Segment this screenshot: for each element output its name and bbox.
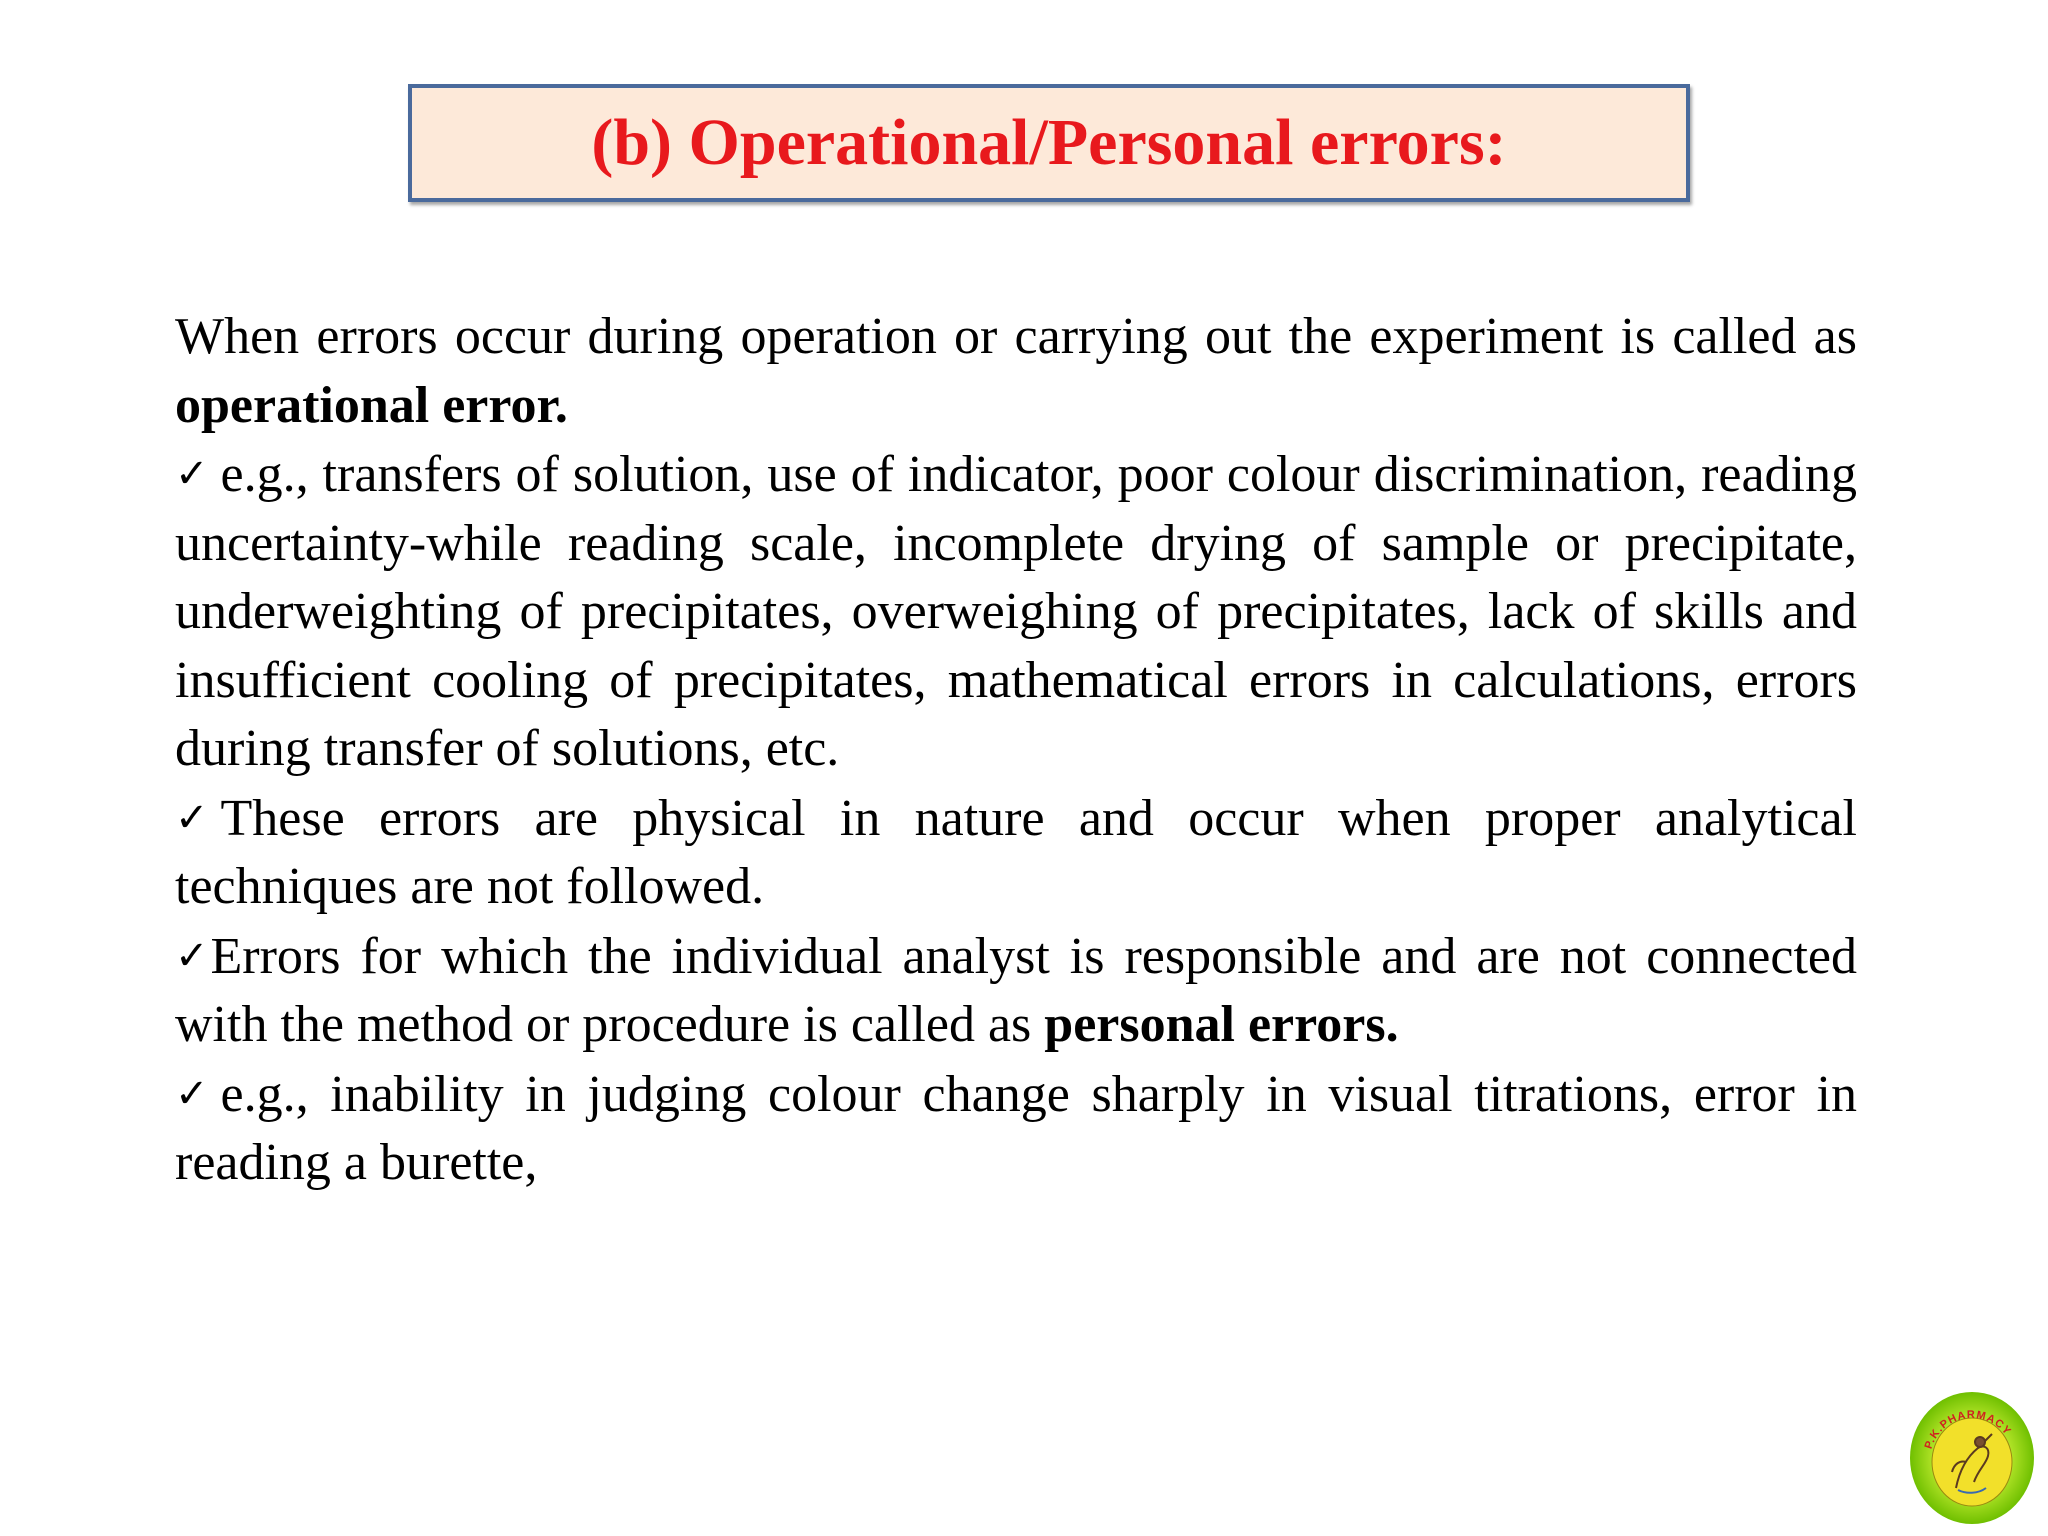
paragraph-examples-operational	[175, 440, 1857, 784]
slide-content	[175, 303, 1857, 1198]
checkmark-icon: ✓	[175, 794, 209, 841]
checkmark-icon: ✓	[175, 1070, 209, 1117]
checkmark-icon: ✓	[175, 932, 209, 979]
logo-text: P.K.PHARMACY	[1922, 1408, 2014, 1451]
paragraph-examples-personal	[175, 1060, 1857, 1198]
pharmacy-logo-icon	[1908, 1390, 2036, 1526]
slide-title: (b) Operational/Personal errors:	[591, 106, 1507, 179]
paragraph-text: Errors for which the individual analyst is responsible and are not connected with the method or procedure is called as	[175, 927, 1857, 1053]
paragraph-bold-term: personal errors.	[1044, 996, 1399, 1053]
checkmark-icon: ✓	[175, 451, 209, 497]
paragraph-definition-personal	[175, 922, 1857, 1060]
paragraph-text: e.g., inability in judging colour change sharply in visual titrations, error in reading a burette,	[175, 1065, 1857, 1191]
title-box	[408, 84, 1690, 202]
paragraph-definition-operational	[175, 303, 1857, 440]
paragraph-physical-nature	[175, 784, 1857, 922]
paragraph-text: These errors are physical in nature and occur when proper analytical techniques are not followed.	[175, 789, 1857, 915]
paragraph-text: e.g., transfers of solution, use of indicator, poor colour discrimination, reading uncertainty-while reading scale, incomplete drying of sample or precipitate, underweighting of precipitates, overweighing of precipitates, lack of skills and insufficient cooling of precipitates, mathematical errors in calculations, errors during transfer of solutions, etc.	[175, 446, 1857, 777]
paragraph-bold-term: operational error.	[175, 376, 568, 434]
paragraph-text: When errors occur during operation or carrying out the experiment is called as	[175, 308, 1857, 365]
